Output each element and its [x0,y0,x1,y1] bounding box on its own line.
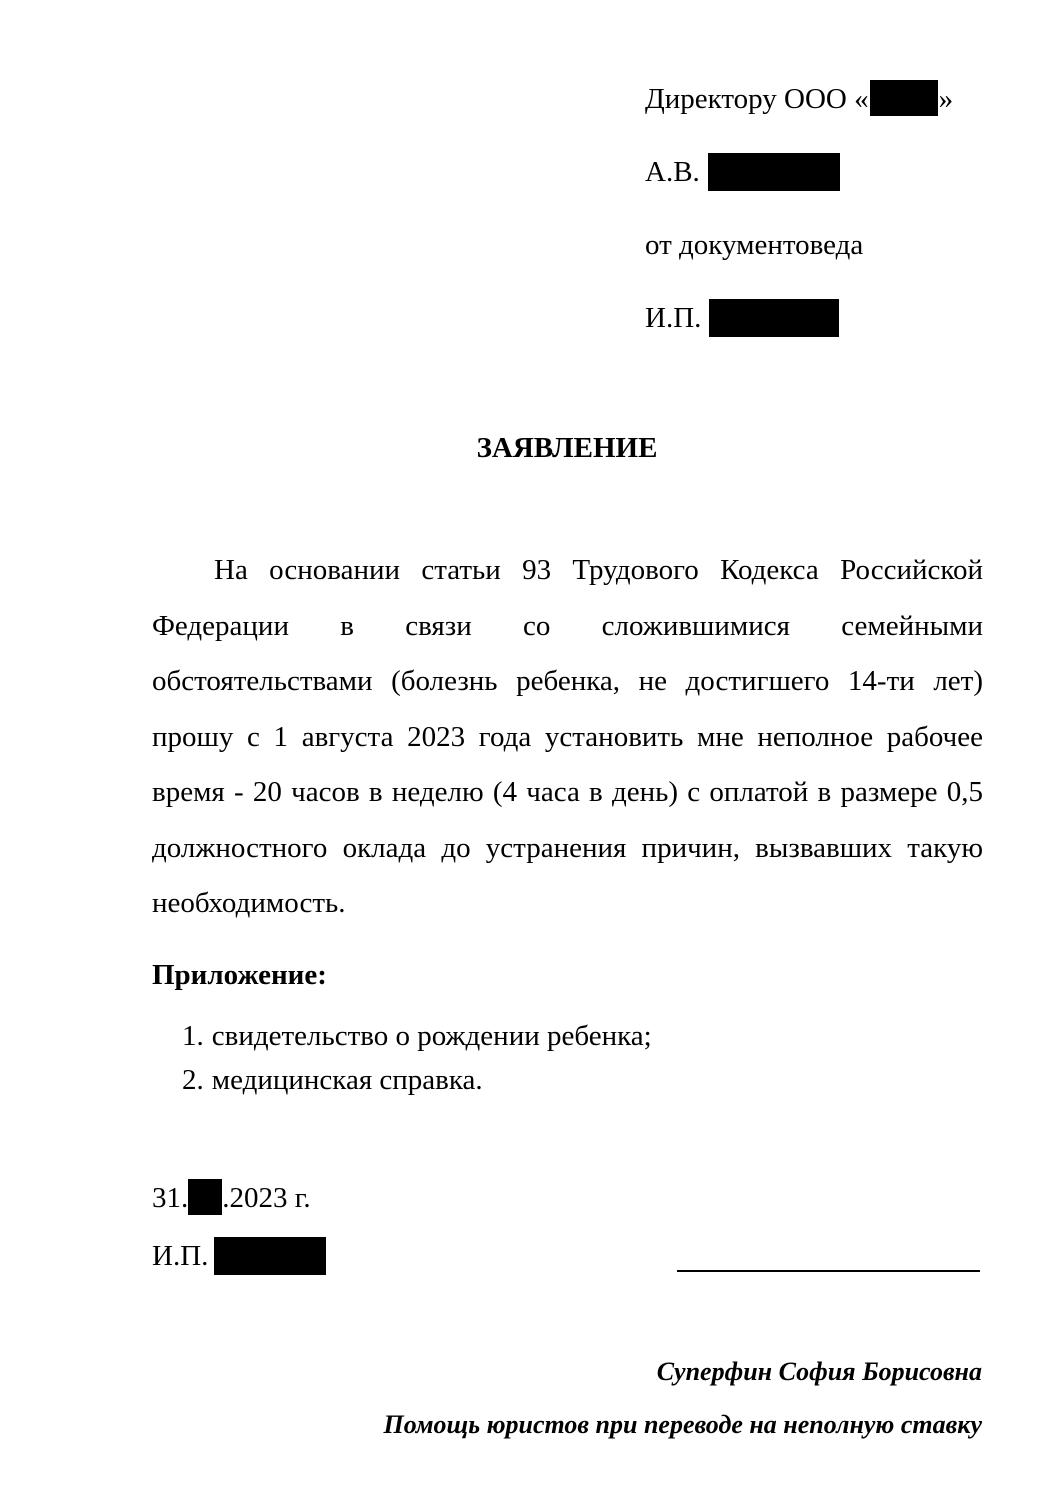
redacted-org-name [870,80,938,116]
date-day: 31. [152,1182,189,1214]
addressee-block [645,74,1025,366]
appendix-item-text: медицинская справка. [211,1064,483,1096]
signer-initials: И.П. [152,1240,209,1272]
redacted-sender-surname [709,299,839,337]
redacted-signer-surname [214,1237,326,1275]
document-body: На основании статьи 93 Трудового Кодекса Российской Федерации в связи со сложившимися семейными обстоятельствами (болезнь ребенка, не достигшего 14-ти лет) прошу с 1 августа 2023 года установить мне неполное рабочее время - 20 часов в неделю (4 часа в день) с оплатой в размере 0,5 должностного оклада до устранения причин, вызвавших такую необходимость. [152,554,983,919]
addressee-director-suffix: » [938,83,954,115]
signer-line [152,1236,326,1277]
appendix-list [182,1014,652,1102]
appendix-item [182,1058,652,1102]
appendix-item-number: 2. [182,1064,204,1096]
footer-caption: Помощь юристов при переводе на неполную ставку [383,1410,982,1439]
signature-blank-line [677,1270,980,1272]
sender-position: от документоведа [645,229,864,261]
document-title: ЗАЯВЛЕНИЕ [476,432,658,464]
appendix-title: Приложение: [152,959,327,991]
addressee-name-line [645,147,1025,220]
appendix-item [182,1014,652,1058]
sender-position-line [645,220,1025,293]
appendix-item-number: 1. [182,1020,204,1052]
redacted-month [188,1179,222,1215]
redacted-director-surname [708,153,840,191]
addressee-director-line [645,74,1025,147]
addressee-initials: А.В. [645,156,700,188]
date-year: .2023 г. [222,1182,311,1214]
footer-author: Суперфин София Борисовна [656,1357,982,1386]
addressee-director-prefix: Директору ООО « [645,83,869,115]
appendix-item-text: свидетельство о рождении ребенка; [211,1020,652,1052]
sender-name-line [645,293,1025,366]
date-line [152,1178,311,1218]
sender-initials: И.П. [645,302,702,334]
